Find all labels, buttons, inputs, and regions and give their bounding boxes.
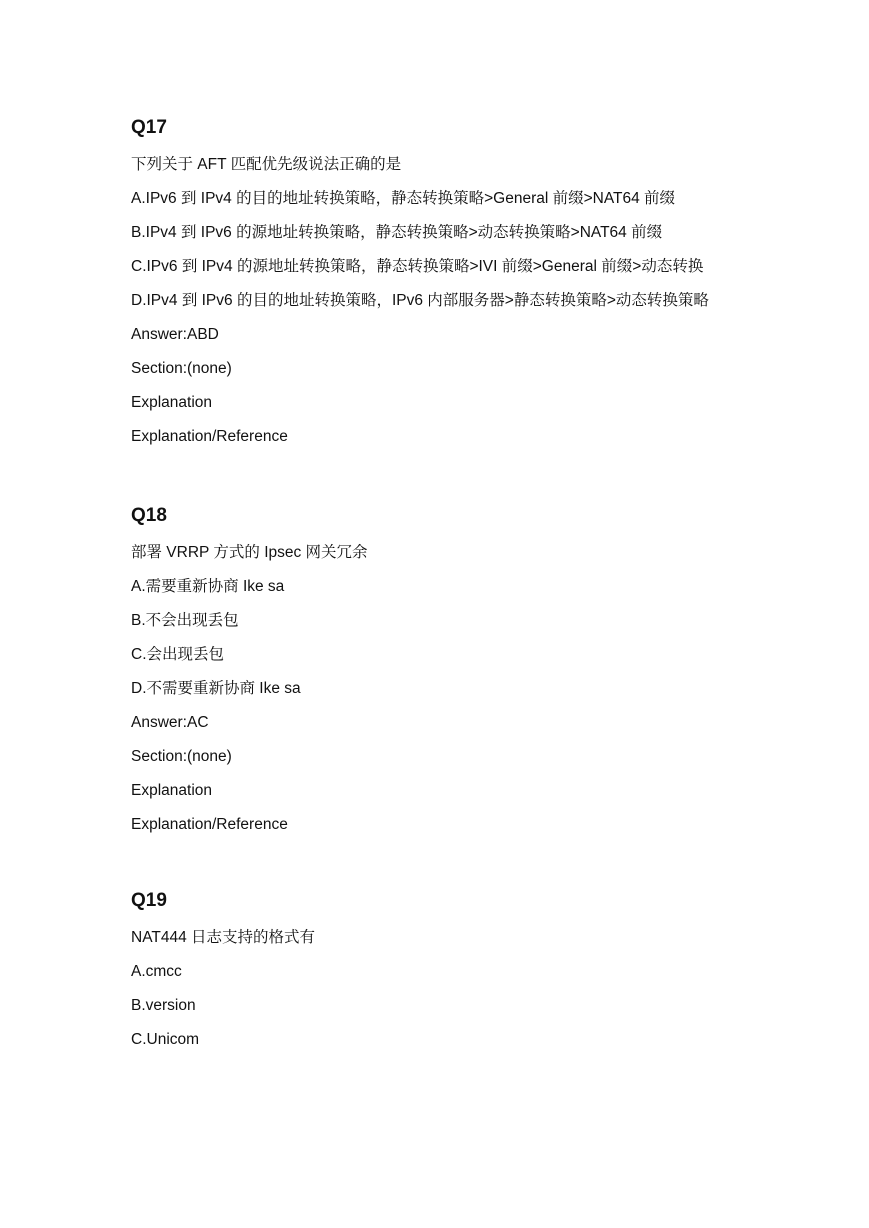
question-title: Q19 xyxy=(131,890,167,911)
answer-line: Answer:ABD xyxy=(131,326,219,343)
option-c: C.会出现丢包 xyxy=(131,646,225,663)
section-line: Section:(none) xyxy=(131,748,232,765)
option-a: A.cmcc xyxy=(131,963,182,980)
question-stem: 部署 VRRP 方式的 Ipsec 网关冗余 xyxy=(131,544,368,561)
explanation-line: Explanation xyxy=(131,394,213,411)
option-c: C.Unicom xyxy=(131,1031,200,1048)
option-b: B.IPv4 到 IPv6 的源地址转换策略，静态转换策略>动态转换策略>NAT64 前缀 xyxy=(131,224,663,241)
option-a: A.IPv6 到 IPv4 的目的地址转换策略，静态转换策略>General 前缀>NAT64 前缀 xyxy=(131,190,676,207)
question-title: Q17 xyxy=(131,117,167,138)
reference-line: Explanation/Reference xyxy=(131,816,288,833)
option-c: C.IPv6 到 IPv4 的源地址转换策略，静态转换策略>IVI 前缀>General 前缀>动态转换 xyxy=(131,258,704,275)
question-spacer xyxy=(131,842,741,887)
explanation-line: Explanation xyxy=(131,782,213,799)
option-d: D.不需要重新协商 Ike sa xyxy=(131,680,301,697)
answer-line: Answer:AC xyxy=(131,714,209,731)
question-stem: NAT444 日志支持的格式有 xyxy=(131,929,316,946)
question-title: Q18 xyxy=(131,505,167,526)
option-b: B.不会出现丢包 xyxy=(131,612,239,629)
question-q19 xyxy=(131,887,741,1057)
question-q18 xyxy=(131,502,741,842)
option-d: D.IPv4 到 IPv6 的目的地址转换策略，IPv6 内部服务器>静态转换策略>动态转换策略 xyxy=(131,292,709,309)
option-b: B.version xyxy=(131,997,196,1014)
document-page xyxy=(131,114,741,1057)
question-stem: 下列关于 AFT 匹配优先级说法正确的是 xyxy=(131,156,402,173)
section-line: Section:(none) xyxy=(131,360,232,377)
question-spacer xyxy=(131,454,741,502)
option-a: A.需要重新协商 Ike sa xyxy=(131,578,285,595)
reference-line: Explanation/Reference xyxy=(131,428,288,445)
question-q17 xyxy=(131,114,741,454)
